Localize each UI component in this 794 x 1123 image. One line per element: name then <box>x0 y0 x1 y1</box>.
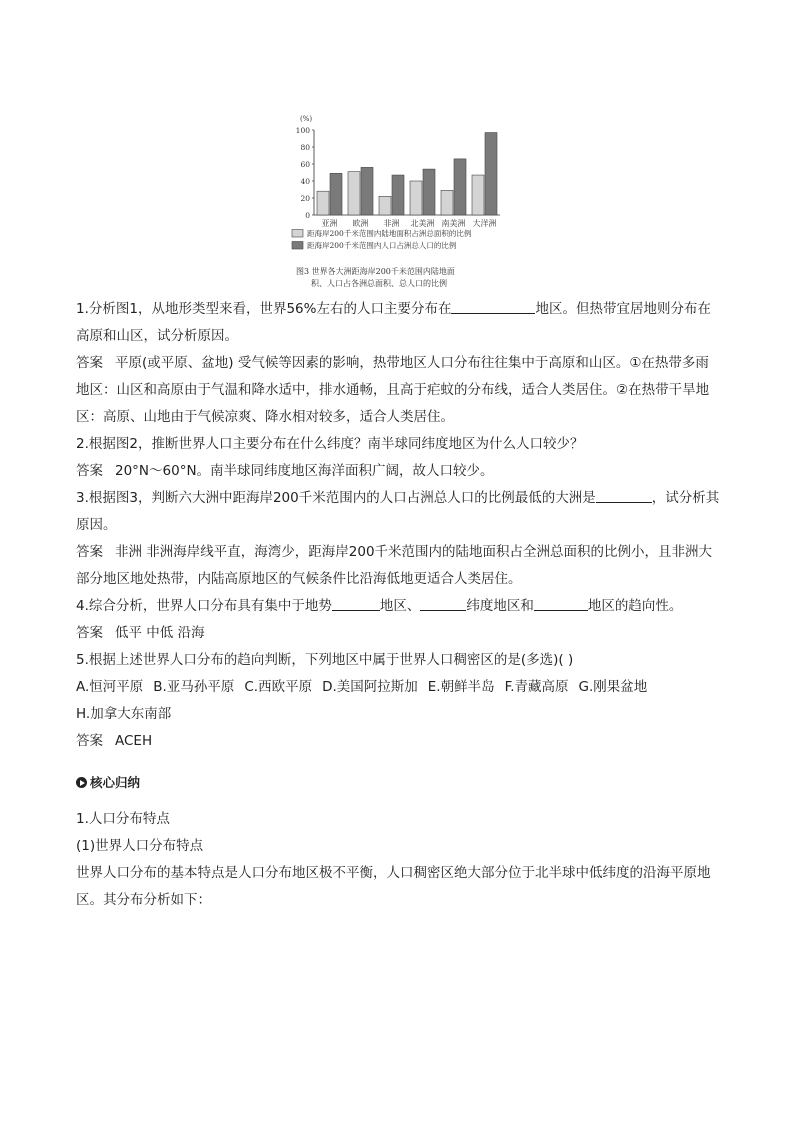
y-tick-label: 0 <box>305 211 310 220</box>
q4-text-c: 纬度地区和 <box>466 598 534 614</box>
bar-land <box>441 190 453 215</box>
y-unit-label: (%) <box>300 115 313 123</box>
answer-text: 低平 中低 沿海 <box>115 625 205 641</box>
bar-population <box>454 159 466 215</box>
option-c: C.西欧平原 <box>244 679 313 695</box>
bar-chart <box>278 112 518 292</box>
q1-text-b: 地区。但热带宜居地则分布在高原和山区，试分析原因。 <box>76 301 711 344</box>
options-row <box>76 674 720 701</box>
question-4 <box>76 593 720 620</box>
question-3 <box>76 485 720 539</box>
y-tick-label: 60 <box>300 160 310 169</box>
figure-caption <box>296 266 516 290</box>
bar-land <box>472 175 484 215</box>
option-b: B.亚马孙平原 <box>153 679 235 695</box>
answer-label: 答案 <box>76 733 103 749</box>
y-tick-label: 80 <box>300 143 310 152</box>
answer-label: 答案 <box>76 625 103 641</box>
answer-2 <box>76 458 720 485</box>
x-tick-label: 亚洲 <box>321 219 338 228</box>
legend-label: 距海岸200千米范围内人口占洲总人口的比例 <box>307 241 457 250</box>
x-tick-label: 南美洲 <box>441 219 466 228</box>
q3-text-a: 3.根据图3，判断六大洲中距海岸200千米范围内的人口占洲总人口的比例最低的大洲是 <box>76 490 596 506</box>
q1-text-a: 1.分析图1，从地形类型来看，世界56%左右的人口主要分布在 <box>76 301 452 317</box>
answer-label: 答案 <box>76 355 103 371</box>
option-g: G.刚果盆地 <box>578 679 648 695</box>
q3-text-b: ，试分析其原因。 <box>76 490 720 533</box>
answer-text: 平原(或平原、盆地) 受气候等因素的影响，热带地区人口分布往往集中于高原和山区。①在热带多雨地区：山区和高原由于气温和降水适中，排水通畅，且高于疟蚊的分布线，适合人类居住。②在热带干旱地区：高原、山地由于气候凉爽、降水相对较多，适合人类居住。 <box>76 355 710 425</box>
section-heading <box>76 769 720 796</box>
legend-swatch <box>292 230 303 238</box>
q4-text-b: 地区、 <box>379 598 421 614</box>
blank <box>420 596 466 611</box>
y-tick-label: 20 <box>300 194 310 203</box>
answer-1 <box>76 350 720 431</box>
section-body: 世界人口分布的基本特点是人口分布地区极不平衡，人口稠密区绝大部分位于北半球中低纬度的沿海平原地区。其分布分析如下： <box>76 865 711 908</box>
option-h: H.加拿大东南部 <box>76 706 172 722</box>
caption-line-1: 图3 世界各大洲距海岸200千米范围内陆地面 <box>296 267 455 276</box>
answer-label: 答案 <box>76 544 103 560</box>
subheading-1-1: (1)世界人口分布特点 <box>76 838 204 854</box>
x-tick-label: 北美洲 <box>410 219 435 228</box>
answer-label: 答案 <box>76 463 103 479</box>
blank <box>332 596 380 611</box>
bar-land <box>410 181 422 215</box>
bar-population <box>392 175 404 215</box>
bar-land <box>379 196 391 215</box>
answer-4 <box>76 620 720 647</box>
section-title: 核心归纳 <box>90 775 141 790</box>
answer-5 <box>76 728 720 755</box>
answer-text: ACEH <box>115 733 153 749</box>
bar-population <box>361 167 373 215</box>
chart-svg <box>278 112 518 262</box>
bar-land <box>348 172 360 215</box>
q4-text-a: 4.综合分析，世界人口分布具有集中于地势 <box>76 598 332 614</box>
question-5: 5.根据上述世界人口分布的趋向判断，下列地区中属于世界人口稠密区的是(多选)( ) <box>76 652 574 668</box>
subheading-1: 1.人口分布特点 <box>76 811 170 827</box>
legend-swatch <box>292 242 303 250</box>
option-d: D.美国阿拉斯加 <box>322 679 418 695</box>
question-2: 2.根据图2，推断世界人口主要分布在什么纬度？南半球同纬度地区为什么人口较少？ <box>76 436 584 452</box>
x-tick-label: 欧洲 <box>352 219 369 228</box>
question-1 <box>76 296 720 350</box>
bar-population <box>423 169 435 215</box>
q4-text-d: 地区的趋向性。 <box>587 598 683 614</box>
y-tick-label: 40 <box>300 177 310 186</box>
answer-3 <box>76 539 720 593</box>
bar-population <box>330 173 342 215</box>
x-tick-label: 非洲 <box>383 219 400 228</box>
bar-land <box>317 191 329 215</box>
blank <box>596 488 652 503</box>
option-f: F.青藏高原 <box>504 679 569 695</box>
option-a: A.恒河平原 <box>76 679 144 695</box>
legend-label: 距海岸200千米范围内陆地面积占洲总面积的比例 <box>307 229 472 238</box>
caption-line-2: 积、人口占各洲总面积、总人口的比例 <box>311 279 447 288</box>
answer-text: 非洲 非洲海岸线平直，海湾少，距海岸200千米范围内的陆地面积占全洲总面积的比例小，且非洲大部分地区地处热带，内陆高原地区的气候条件比沿海低地更适合人类居住。 <box>76 544 713 587</box>
blank <box>534 596 588 611</box>
play-circle-icon <box>76 777 87 788</box>
y-tick-label: 100 <box>295 126 310 135</box>
x-tick-label: 大洋洲 <box>472 219 497 228</box>
answer-text: 20°N～60°N。南半球同纬度地区海洋面积广阔，故人口较少。 <box>115 463 494 479</box>
document-body <box>76 296 720 914</box>
bar-population <box>485 133 497 215</box>
blank <box>451 299 535 314</box>
option-e: E.朝鲜半岛 <box>427 679 495 695</box>
